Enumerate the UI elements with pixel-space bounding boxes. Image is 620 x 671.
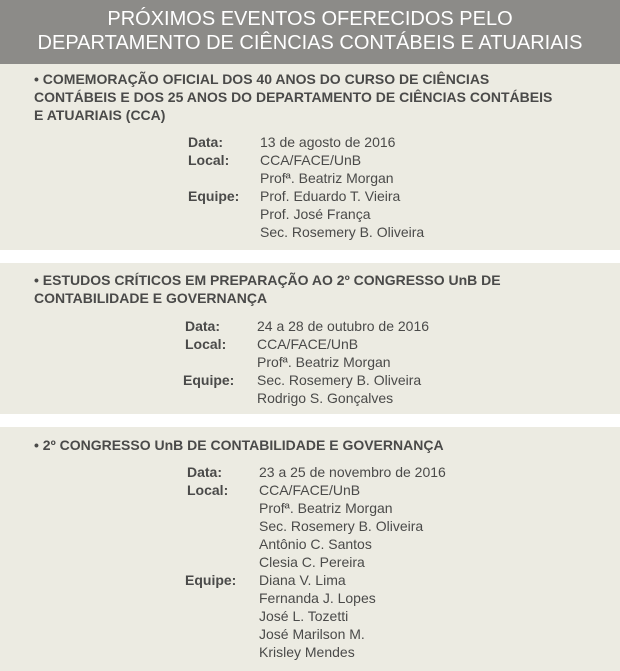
team-row: [187, 517, 587, 535]
date-value: 24 a 28 de outubro de 2016: [257, 318, 430, 334]
team-row: [187, 625, 587, 643]
team-label: Equipe:: [185, 572, 237, 588]
team-member: Rodrigo S. Gonçalves: [257, 390, 394, 406]
event-details: [188, 133, 588, 241]
date-row: [188, 133, 588, 151]
event-title-line: CONTABILIDADE E GOVERNANÇA: [34, 290, 268, 306]
event-title: [34, 436, 604, 454]
team-row: [187, 571, 587, 589]
team-member: Profª. Beatriz Morgan: [260, 170, 394, 186]
event-details: [185, 317, 585, 407]
local-row: [187, 481, 587, 499]
date-label: Data:: [188, 134, 224, 150]
local-value: CCA/FACE/UnB: [260, 152, 362, 168]
team-row: [187, 589, 587, 607]
team-row: [187, 643, 587, 661]
team-member: Fernanda J. Lopes: [259, 590, 376, 606]
team-row: [188, 187, 588, 205]
team-member: Diana V. Lima: [259, 572, 346, 588]
team-member: Krisley Mendes: [259, 644, 355, 660]
event-section-2: [0, 263, 620, 414]
date-row: [185, 317, 585, 335]
team-row: [188, 223, 588, 241]
event-title-line: • ESTUDOS CRÍTICOS EM PREPARAÇÃO AO 2º CONGRESSO UnB DE: [34, 272, 501, 288]
team-member: José Marilson M.: [259, 626, 365, 642]
team-row: [185, 389, 585, 407]
team-member: Prof. José França: [260, 206, 371, 222]
team-row: [188, 205, 588, 223]
local-value: CCA/FACE/UnB: [257, 336, 359, 352]
team-member: Prof. Eduardo T. Vieira: [260, 188, 401, 204]
team-row: [188, 169, 588, 187]
team-row: [187, 535, 587, 553]
team-row: [187, 499, 587, 517]
team-row: [187, 553, 587, 571]
date-value: 23 a 25 de novembro de 2016: [259, 464, 446, 480]
event-title-line: E ATUARIAIS (CCA): [34, 107, 166, 123]
local-label: Local:: [187, 482, 229, 498]
local-label: Local:: [188, 152, 230, 168]
local-label: Local:: [185, 336, 227, 352]
team-member: Clesia C. Pereira: [259, 554, 365, 570]
team-member: José L. Tozetti: [259, 608, 349, 624]
event-section-1: [0, 64, 620, 250]
team-member: Sec. Rosemery B. Oliveira: [257, 372, 422, 388]
team-label: Equipe:: [188, 188, 240, 204]
header-line-1: PRÓXIMOS EVENTOS OFERECIDOS PELO: [107, 8, 513, 30]
team-member: Sec. Rosemery B. Oliveira: [259, 518, 424, 534]
date-value: 13 de agosto de 2016: [260, 134, 396, 150]
local-value: CCA/FACE/UnB: [259, 482, 361, 498]
date-label: Data:: [185, 318, 221, 334]
event-title-line: • 2º CONGRESSO UnB DE CONTABILIDADE E GOVERNANÇA: [34, 437, 444, 453]
event-details: [187, 463, 587, 661]
local-row: [185, 335, 585, 353]
team-label: Equipe:: [183, 372, 235, 388]
header-line-2: DEPARTAMENTO DE CIÊNCIAS CONTÁBEIS E ATUARIAIS: [37, 32, 583, 54]
team-row: [187, 607, 587, 625]
event-section-3: [0, 427, 620, 671]
event-title: [34, 70, 604, 124]
team-member: Profª. Beatriz Morgan: [259, 500, 393, 516]
date-label: Data:: [187, 464, 223, 480]
page-header: [0, 0, 620, 64]
team-member: Sec. Rosemery B. Oliveira: [260, 224, 425, 240]
team-row: [185, 353, 585, 371]
local-row: [188, 151, 588, 169]
date-row: [187, 463, 587, 481]
event-title-line: CONTÁBEIS E DOS 25 ANOS DO DEPARTAMENTO DE CIÊNCIAS CONTÁBEIS: [34, 89, 553, 105]
team-row: [185, 371, 585, 389]
event-title-line: • COMEMORAÇÃO OFICIAL DOS 40 ANOS DO CURSO DE CIÊNCIAS: [34, 71, 490, 87]
event-title: [34, 271, 604, 307]
team-member: Antônio C. Santos: [259, 536, 372, 552]
team-member: Profª. Beatriz Morgan: [257, 354, 391, 370]
